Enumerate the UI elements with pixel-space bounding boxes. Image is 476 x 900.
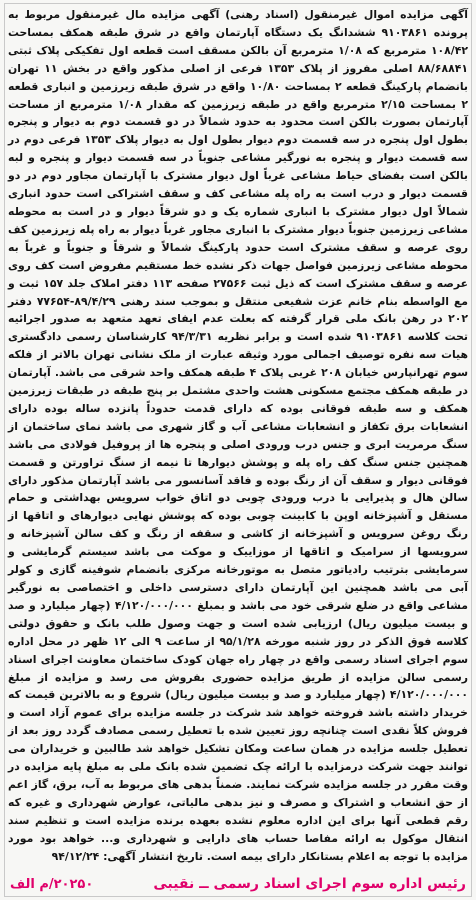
notice-paragraph: آگهی مزایده اموال غیرمنقول (اسناد رهنی) آگهی مزایده مال غیرمنقول مربوط به پرونده ۹۱۰۳۸۶۱ ششدانگ یک دستگاه آپارتمان واقع در شرق طبقه همکف بمساحت ۱۰۸/۴۲ مترمربع که ۱/۰۸ مترمربع آن بالکن مسقف است قطعه اول تفکیکی پلاک ثبتی ۸۸/۶۸۸۴۱ اصلی مفروز از پلاک ۱۳۵۳ فرعی از اصلی مذکور واقع در بخش ۱۱ تهران بانضمام پارکینگ قطعه ۲ بمساحت ۱۰/۸۰ واقع در شرق طبقه زیرزمین و انباری قطعه ۲ بمساحت ۲/۱۵ مترمربع واقع در طبقه زیرزمین که مقدار ۱/۰۸ مترمربع از مساحت آپارتمان بصورت بالکن است محدود به حدود شمالاً در دو قسمت دوم به دیوار و پنجره بطول اول پنجره در سه قسمت دوم دیوار بطول اول به دیوار پلاک ۱۳۵۳ فرعی دوم در سه قسمت دیوار و پنجره به نورگیر مشاعی جنوباً در سه قسمت دیوار و پنجره و لبه بالکن است بفضای حیاط مشاعی غرباً اول دیوار مشترک با آپارتمان مجاور دوم در دو قسمت دیوار و درب است به راه پله مشاعی کف و سقف اشتراکی است حدود انباری شمالاً اول دیوار مشترک با انباری شماره یک و دو شرقاً دیوار و در است به محوطه مشاعی زیرزمین جنوباً دیوار مشترک با انباری مجاور غرباً دیوار به راه پله زیرزمین کف روی عرصه و سقف مشترک است حدود پارکینگ شمالاً و شرقاً و جنوباً و غرباً به محوطه مشاعی زیرزمین فواصل جهات ذکر نشده خط مستقیم مفروض است کف روی عرصه و سقف مشترک است که ذیل ثبت ۲۷۵۶۶ صفحه ۱۱۳ دفتر املاک جلد ۱۵۷ ثبت و مع الواسطه بنام خانم عزت شفیعی منتقل و بموجب سند رهنی ۸۹/۴/۲۹-۷۷۶۵۴ دفتر ۲۰۲ در رهن بانک ملی قرار گرفته که بعلت عدم ایفای تعهد متعهد به صدور اجرائیه تحت کلاسه ۹۱۰۳۸۶۱ شده است و برابر نظریه ۹۴/۳/۳۱ کارشناسان رسمی دادگستری هیات سه نفره توصیف اجمالی مورد وثیقه عبارت از ملک نشانی تهران بالاتر از فلکه سوم تهرانپارس خیابان ۲۰۸ غربی پلاک ۴ طبقه همکف واحد شرقی می باشد. آپارتمان در طبقه همکف مجتمع مسکونی هشت واحدی مشتمل بر پنج طبقه در طبقات زیرزمین همکف و سه طبقه فوقانی بوده که دارای قدمت حدوداً پانزده ساله بوده دارای انشعابات برق تکفاز و انشعابات مشاعی آب و گاز شهری می باشد نمای ساختمان از سنگ مرمریت ابری و جنس درب ورودی اصلی و پنجره ها از پروفیل فولادی می باشد همچنین جنس سنگ کف راه پله و پوشش دیوارها تا نیمه از سنگ تراورتن و قسمت فوقانی دیوار و سقف آن از رنگ بوده و فاقد آسانسور می باشد آپارتمان مذکور دارای سالن هال و پذیرایی با درب ورودی چوبی دو اتاق خواب سرویس بهداشتی و حمام مستقل و آشپزخانه اوپن با کابینت چوبی بوده که پوشش نهایی دیوارهای و اتاقها از رنگ روغن سرویس و آشپزخانه از کاشی و سقفه از رنگ و کف سالن آشپزخانه و سرویسها از سرامیک و اتاقها از موزاییک و موکت می باشد سیستم گرمایشی و سرمایشی بترتیب رادیاتور متصل به موتورخانه مرکزی بانضمام شوفینه گازی و کولر آبی می باشد همچنین این آپارتمان دارای دسترسی داخلی و اختصاصی به نورگیر مشاعی واقع در ضلع شرقی خود می باشد و بمبلغ ۴/۱۲۰/۰۰۰/۰۰۰ (چهار میلیارد و صد و بیست میلیون ریال) ارزیابی شده است و جهت وصول طلب بانک و حقوق دولتی کلاسه فوق الذکر در روز شنبه مورخه ۹۵/۱/۲۸ از ساعت ۹ الی ۱۲ ظهر در محل اداره سوم اجرای اسناد رسمی واقع در چهار راه جهان کودک ساختمان معاونت اجرای اسناد رسمی سالن مزایده از طریق مزایده حضوری بفروش می رسد و مزایده از مبلغ ۴/۱۲۰/۰۰۰/۰۰۰ (چهار میلیارد و صد و بیست میلیون ریال) شروع و به بالاترین قیمت که خریدار داشته باشد فروخته خواهد شد شرکت در جلسه مزایده برای عموم آزاد است و فروش کلاً نقدی است چنانچه روز تعیین شده با تعطیل رسمی مصادف گردد روز بعد از تعطیل جلسه مزایده در همان ساعت ومکان تشکیل خواهد شد طالبین و خریداران می توانند جهت شرکت درمزایده با ارائه چک تضمین شده بانک ملی به مبلغ پایه مزایده در وقت مقرر در جلسه مزایده شرکت نمایند. ضمناً بدهی های مربوط به آب، برق، گاز اعم از حق انشعاب و اشتراک و مصرف و نیز بدهی مالیاتی، عوارض شهرداری و غیره که رقم قطعی آنها برای این اداره معلوم نشده بعهده برنده مزایده است و تنظیم سند انتقال موکول به ارائه مفاصا حساب های دارایی و شهرداری و... خواهد بود مورد مزایده با توجه به اعلام بستانکار دارای بیمه است. تاریخ انتشار آگهی: ۹۴/۱۲/۲۴ [8, 8, 469, 863]
signature: رئیس اداره سوم اجرای اسناد رسمی ــ نقیبی [153, 876, 466, 892]
notice-border [4, 3, 472, 897]
notice-footer [10, 876, 466, 892]
notice-code: ۲۰۲۵۰/م الف [10, 877, 94, 892]
